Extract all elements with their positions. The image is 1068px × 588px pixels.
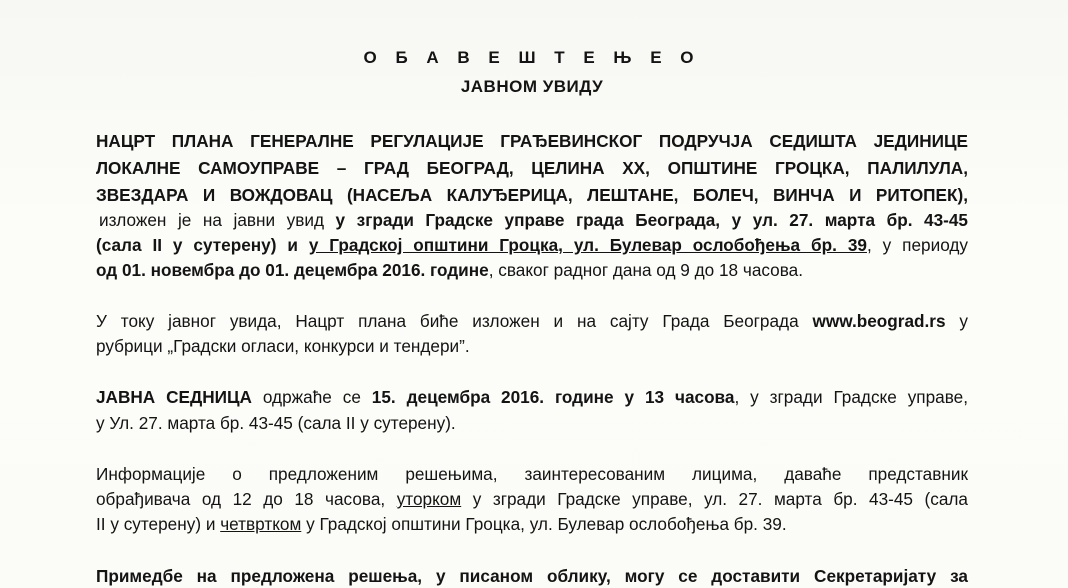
exhibition-location-1: у згради Градске управе града Београда, у ул. 27. марта бр. 43-45 [335, 210, 968, 230]
working-hours: , сваког радног дана од 9 до 18 часова. [488, 260, 804, 280]
exhibition-room: (сала II у сутерену) [96, 235, 277, 255]
notice-subtitle: ЈАВНОМ УВИДУ [460, 77, 604, 96]
info-line-1: Информације о предложеним решењима, заинтересованим лицима, даваће представник [96, 464, 968, 484]
exhibition-line-3 [96, 258, 968, 282]
info-location-1: у згради Градске управе, ул. 27. марта бр. 43-45 (сала [461, 489, 968, 509]
exhibition-line-1 [96, 208, 968, 232]
website-trailing: у [945, 311, 969, 331]
info-tuesday: уторком [396, 489, 462, 509]
session-date: 15. децембра 2016. године у 13 часова [371, 387, 735, 407]
website-line-1 [96, 309, 968, 333]
website-text: У току јавног увида, Нацрт плана биће изложен и на сајту Града Београда [96, 311, 813, 331]
session-text: одржаће се [251, 387, 372, 407]
info-room: II у сутерену) и [96, 514, 221, 534]
exhibition-location-2: у Градској општини Гроцка, ул. Булевар ослобођења бр. 39 [308, 235, 867, 255]
conjunction: и [276, 235, 309, 255]
info-hours: обрађивача од 12 до 18 часова, [96, 489, 397, 509]
info-line-3 [96, 512, 968, 536]
plan-title-line-1: НАЦРТ ПЛАНА ГЕНЕРАЛНЕ РЕГУЛАЦИЈЕ ГРАЂЕВИНСКОГ ПОДРУЧЈА СЕДИШТА ЈЕДИНИЦЕ [96, 131, 968, 151]
period-text: , у периоду [866, 235, 969, 255]
session-line-1 [96, 385, 968, 409]
public-session-label: ЈАВНА СЕДНИЦА [96, 387, 252, 407]
notice-title: О Б А В Е Ш Т Е Њ Е О [363, 48, 701, 67]
info-thursday: четвртком [220, 514, 302, 534]
plan-title-line-2: ЛОКАЛНЕ САМОУПРАВЕ – ГРАД БЕОГРАД, ЦЕЛИНА XX, ОПШТИНЕ ГРОЦКА, ПАЛИЛУЛА, [96, 158, 968, 178]
exhibition-dates: од 01. новембра до 01. децембра 2016. године [96, 260, 489, 280]
exhibition-line-2 [96, 233, 968, 257]
website-line-2: рубрици „Градски огласи, конкурси и тендери”. [96, 336, 470, 356]
session-line-2: у Ул. 27. марта бр. 43-45 (сала II у сутерену). [96, 413, 456, 433]
plan-title-line-3: ЗВЕЗДАРА И ВОЖДОВАЦ (НАСЕЉА КАЛУЂЕРИЦА, ЛЕШТАНЕ, БОЛЕЧ, ВИНЧА И РИТОПЕК), [96, 185, 968, 205]
objections-line-1: Примедбе на предложена решења, у писаном облику, могу се доставити Секретаријату за [96, 566, 968, 586]
website-link[interactable]: www.beograd.rs [812, 311, 946, 331]
session-location: , у згради Градске управе, [734, 387, 969, 407]
info-line-2 [96, 487, 968, 511]
exhibition-text: изложен је на јавни увид [99, 210, 336, 230]
info-location-2: у Градској општини Гроцка, ул. Булевар ослобођења бр. 39. [301, 514, 787, 534]
